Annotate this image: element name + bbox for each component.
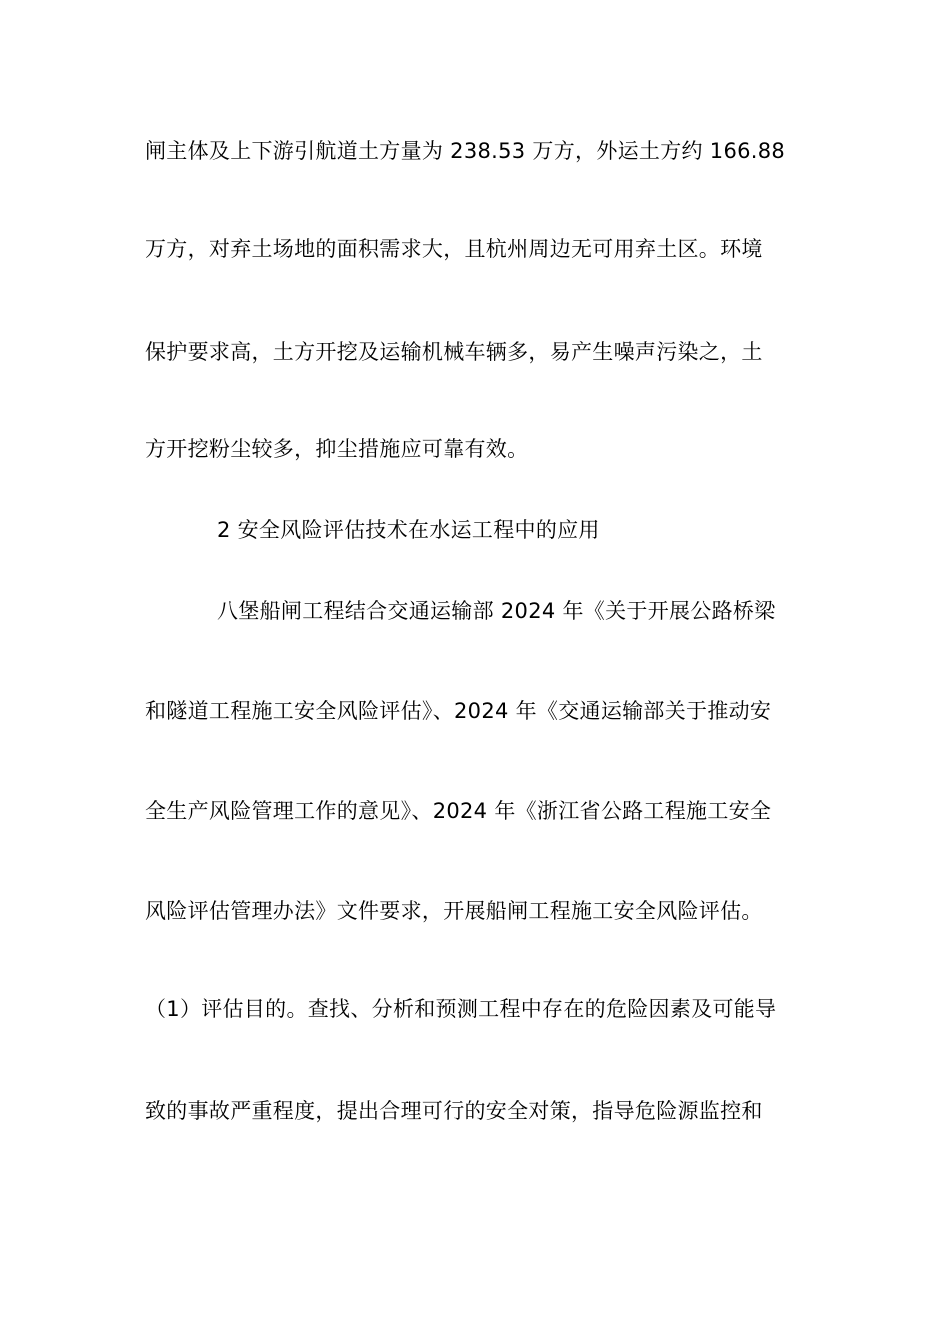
paragraph-line-2: 万方，对弃土场地的面积需求大，且杭州周边无可用弃土区。环境	[145, 237, 763, 261]
paragraph-line-9: （1）评估目的。查找、分析和预测工程中存在的危险因素及可能导	[145, 997, 777, 1021]
paragraph-line-6: 和隧道工程施工安全风险评估》、2024 年《交通运输部关于推动安	[145, 699, 772, 723]
paragraph-line-4: 方开挖粉尘较多，抑尘措施应可靠有效。	[145, 437, 529, 461]
paragraph-line-8: 风险评估管理办法》文件要求，开展船闸工程施工安全风险评估。	[145, 899, 763, 923]
paragraph-line-1: 闸主体及上下游引航道土方量为 238.53 万方，外运土方约 166.88	[145, 139, 786, 163]
paragraph-line-10: 致的事故严重程度，提出合理可行的安全对策，指导危险源监控和	[145, 1099, 763, 1123]
paragraph-line-7: 全生产风险管理工作的意见》、2024 年《浙江省公路工程施工安全	[145, 799, 772, 823]
section-heading: 2 安全风险评估技术在水运工程中的应用	[217, 518, 600, 542]
paragraph-line-5: 八堡船闸工程结合交通运输部 2024 年《关于开展公路桥梁	[217, 599, 776, 623]
paragraph-line-3: 保护要求高，土方开挖及运输机械车辆多，易产生噪声污染之，土	[145, 340, 763, 364]
